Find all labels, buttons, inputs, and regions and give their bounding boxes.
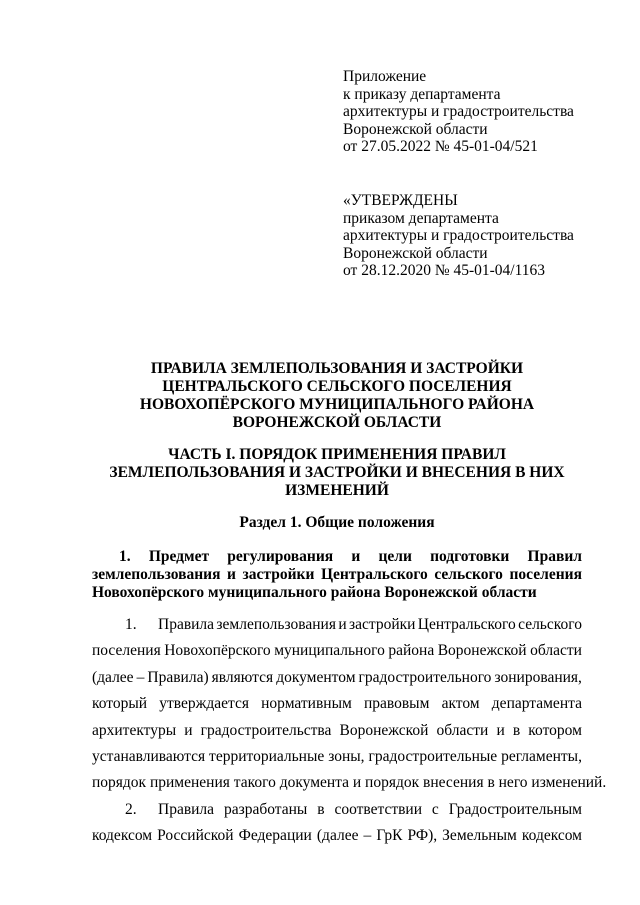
word: Центральского [417,616,516,633]
paragraph-line [92,744,582,770]
document-title [92,360,582,432]
title-line: ВОРОНЕЖСКОЙ ОБЛАСТИ [232,414,442,431]
paragraph-lead [92,612,150,638]
word: нормативным [261,695,352,713]
paragraph-line [92,691,582,717]
word: в [317,800,325,818]
word: территориальные [209,748,325,766]
word: утверждается [159,695,249,713]
word: подготовки [430,548,510,565]
article-heading [92,548,582,602]
approved-line: приказом департамента [343,209,499,227]
word: муниципального [274,642,385,660]
word: Воронежской [339,721,429,739]
word: и [351,548,361,565]
word: и [184,721,193,739]
title-line: ПРАВИЛА ЗЕМЛЕПОЛЬЗОВАНИЯ И ЗАСТРОЙКИ [150,360,524,377]
word: котором [528,721,582,739]
approved-line: Воронежской области [343,244,488,262]
appendix-block [343,68,613,156]
word: РФ), [407,827,438,845]
word: застройки [242,566,315,583]
paragraph-lead [92,797,150,823]
word: Правила [158,800,215,818]
title-line: НОВОХОПЁРСКОГО МУНИЦИПАЛЬНОГО РАЙОНА [139,396,535,413]
word: департамента [491,695,582,713]
paragraph-number: 2. [125,800,137,818]
word: – [363,827,372,845]
word: с [431,800,439,818]
article-heading-line [92,548,582,566]
word: области [530,642,582,660]
paragraph-words [158,612,582,638]
word: (далее [316,827,359,845]
appendix-line: от 27.05.2022 № 45-01-04/521 [343,138,538,155]
paragraph-line [92,612,582,638]
word: зоны, [328,748,365,766]
word: актом [441,695,480,713]
paragraph-line [92,665,582,691]
word: градостроительства [200,721,332,739]
word: регулирования [227,548,334,565]
paragraph-line [92,823,582,849]
part-title [92,446,582,500]
paragraph-line [92,797,582,823]
word: землепользования [216,616,336,633]
word: сельского [518,616,582,633]
word: Воронежской [437,642,527,660]
word: области [436,721,489,739]
word: Градостроительным [448,800,582,818]
title-line: ЦЕНТРАЛЬСКОГО СЕЛЬСКОГО ПОСЕЛЕНИЯ [162,378,512,395]
word: цели [378,548,412,565]
word: архитектуры [92,721,177,739]
paragraph-line [92,718,582,744]
section-heading-text: Раздел 1. Общие положения [239,514,435,531]
word: и [227,566,236,583]
word: – [136,668,145,686]
word: в [512,721,521,739]
word: застройки [348,616,416,633]
word: 1. [119,548,131,565]
word: зонирования, [494,668,582,686]
word: разработаны [223,800,308,818]
word: который [92,695,148,713]
word: района [388,642,435,660]
appendix-line: Приложение [343,68,427,85]
word: сельского [434,566,503,583]
appendix-line: Воронежской области [343,120,488,138]
word: Правила) [147,668,209,686]
word: документом [276,668,356,686]
part-title-line: ЧАСТЬ I. ПОРЯДОК ПРИМЕНЕНИЯ ПРАВИЛ [168,446,506,463]
word: и [496,721,505,739]
word: кодексом [92,827,153,845]
word: Федерации [238,827,312,845]
appendix-line: к приказу департамента [343,85,501,103]
paragraph-words [158,797,582,823]
word: Предмет [148,548,210,565]
word: градостроительного [358,668,492,686]
approved-line: «УТВЕРЖДЕНЫ [343,192,458,209]
word: градостроительные [368,748,498,766]
section-heading [92,514,582,532]
document-body [92,612,607,850]
word: правовым [363,695,430,713]
word: (далее [92,668,134,686]
article-heading-line: Новохопёрского муниципального района Воронежской области [92,584,537,601]
word: Земельным [442,827,517,845]
approved-line: архитектуры и градостроительства [343,227,574,244]
word: устанавливаются [92,748,206,766]
paragraph-line: порядок применения такого документа и порядок внесения в него изменений. [92,774,607,792]
paragraph-number: 1. [125,616,137,633]
word: соответствии [334,800,423,818]
word: Правила [158,616,215,633]
word: являются [211,668,274,686]
word: ГрК [376,827,403,845]
paragraph-line [92,638,582,664]
word: землепользования [92,566,221,583]
appendix-line: архитектуры и градостроительства [343,103,574,120]
word: поселения [509,566,582,583]
word: Центральского [320,566,428,583]
part-title-line: ИЗМЕНЕНИЙ [285,482,389,499]
approved-line: от 28.12.2020 № 45-01-04/1163 [343,262,546,279]
part-title-line: ЗЕМЛЕПОЛЬЗОВАНИЯ И ЗАСТРОЙКИ И ВНЕСЕНИЯ В НИХ [109,464,565,481]
approved-block [343,192,613,280]
word: Российской [157,827,234,845]
article-heading-line [92,566,582,584]
word: регламенты, [501,748,582,766]
word: кодексом [521,827,582,845]
word: Новохопёрского [164,642,271,660]
word: и [338,616,347,633]
word: Правил [527,548,582,565]
word: поселения [92,642,161,660]
